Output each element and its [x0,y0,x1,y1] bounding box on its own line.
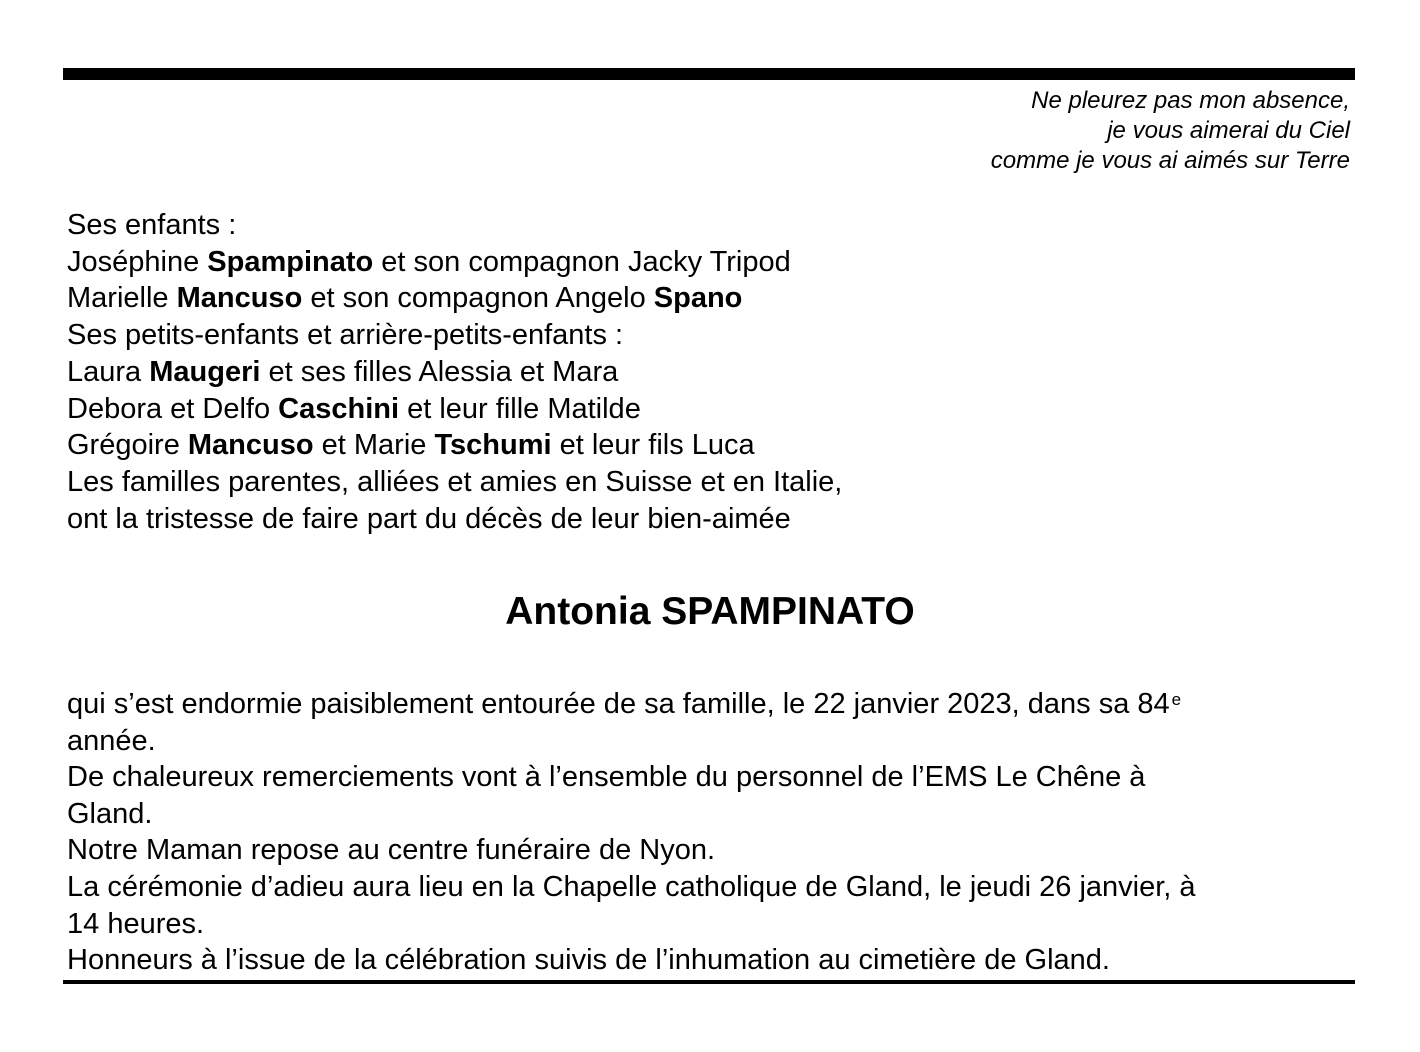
surname: Caschini [278,392,400,425]
family-line-announcement: ont la tristesse de faire part du décès de leur bien-aimée [67,502,791,535]
text: et ses filles Alessia et Mara [260,355,619,388]
details-line-5: Notre Maman repose au centre funéraire de Nyon. [67,834,716,867]
obituary-details [67,686,1357,979]
text: Grégoire [67,429,188,462]
text: Marielle [67,282,177,315]
family-line-relatives: Les familles parentes, alliées et amies en Suisse et en Italie, [67,465,843,498]
details-line-2: année. [67,724,156,757]
family-line-children-heading: Ses enfants : [67,209,237,241]
deceased-name: Antonia SPAMPINATO [505,590,915,633]
surname: Spano [653,282,743,315]
surname: Mancuso [176,282,303,315]
text: Debora et Delfo [67,392,279,425]
text: et Marie [313,429,435,462]
superscript: e [1171,690,1182,709]
family-line-gregoire [67,427,842,464]
surname: Maugeri [149,355,261,388]
text: Joséphine [67,245,208,278]
family-line-laura [67,354,842,391]
epigraph-line-3: comme je vous ai aimés sur Terre [990,147,1350,174]
bottom-rule [63,980,1355,984]
details-line-7: 14 heures. [67,907,205,940]
details-line-1 [67,686,1357,723]
family-line-josephine [67,244,842,281]
family-line-grandchildren-heading: Ses petits-enfants et arrière-petits-enfants : [67,319,624,352]
surname: Tschumi [434,429,552,462]
epigraph [991,86,1350,176]
text: Laura [67,355,150,388]
details-line-6: La cérémonie d’adieu aura lieu en la Chapelle catholique de Gland, le jeudi 26 janvier, à [67,870,1196,903]
epigraph-line-1: Ne pleurez pas mon absence, [1031,87,1350,114]
text: et son compagnon Jacky Tripod [373,245,791,278]
text: qui s’est endormie paisiblement entourée de sa famille, le 22 janvier 2023, dans sa 84 [67,688,1170,720]
details-line-8: Honneurs à l’issue de la célébration suivis de l’inhumation au cimetière de Gland. [67,944,1110,977]
text: et son compagnon Angelo [302,282,654,315]
epigraph-line-2: je vous aimerai du Ciel [1107,117,1350,144]
text: et leur fille Matilde [399,392,641,425]
top-rule [63,68,1355,80]
details-line-4: Gland. [67,797,153,830]
details-line-3: De chaleureux remerciements vont à l’ensemble du personnel de l’EMS Le Chêne à [67,761,1146,794]
family-line-debora [67,391,842,428]
family-line-marielle [67,280,842,317]
surname: Mancuso [187,429,314,462]
text: et leur fils Luca [551,429,755,462]
surname: Spampinato [207,245,374,278]
family-announcement [67,207,842,537]
